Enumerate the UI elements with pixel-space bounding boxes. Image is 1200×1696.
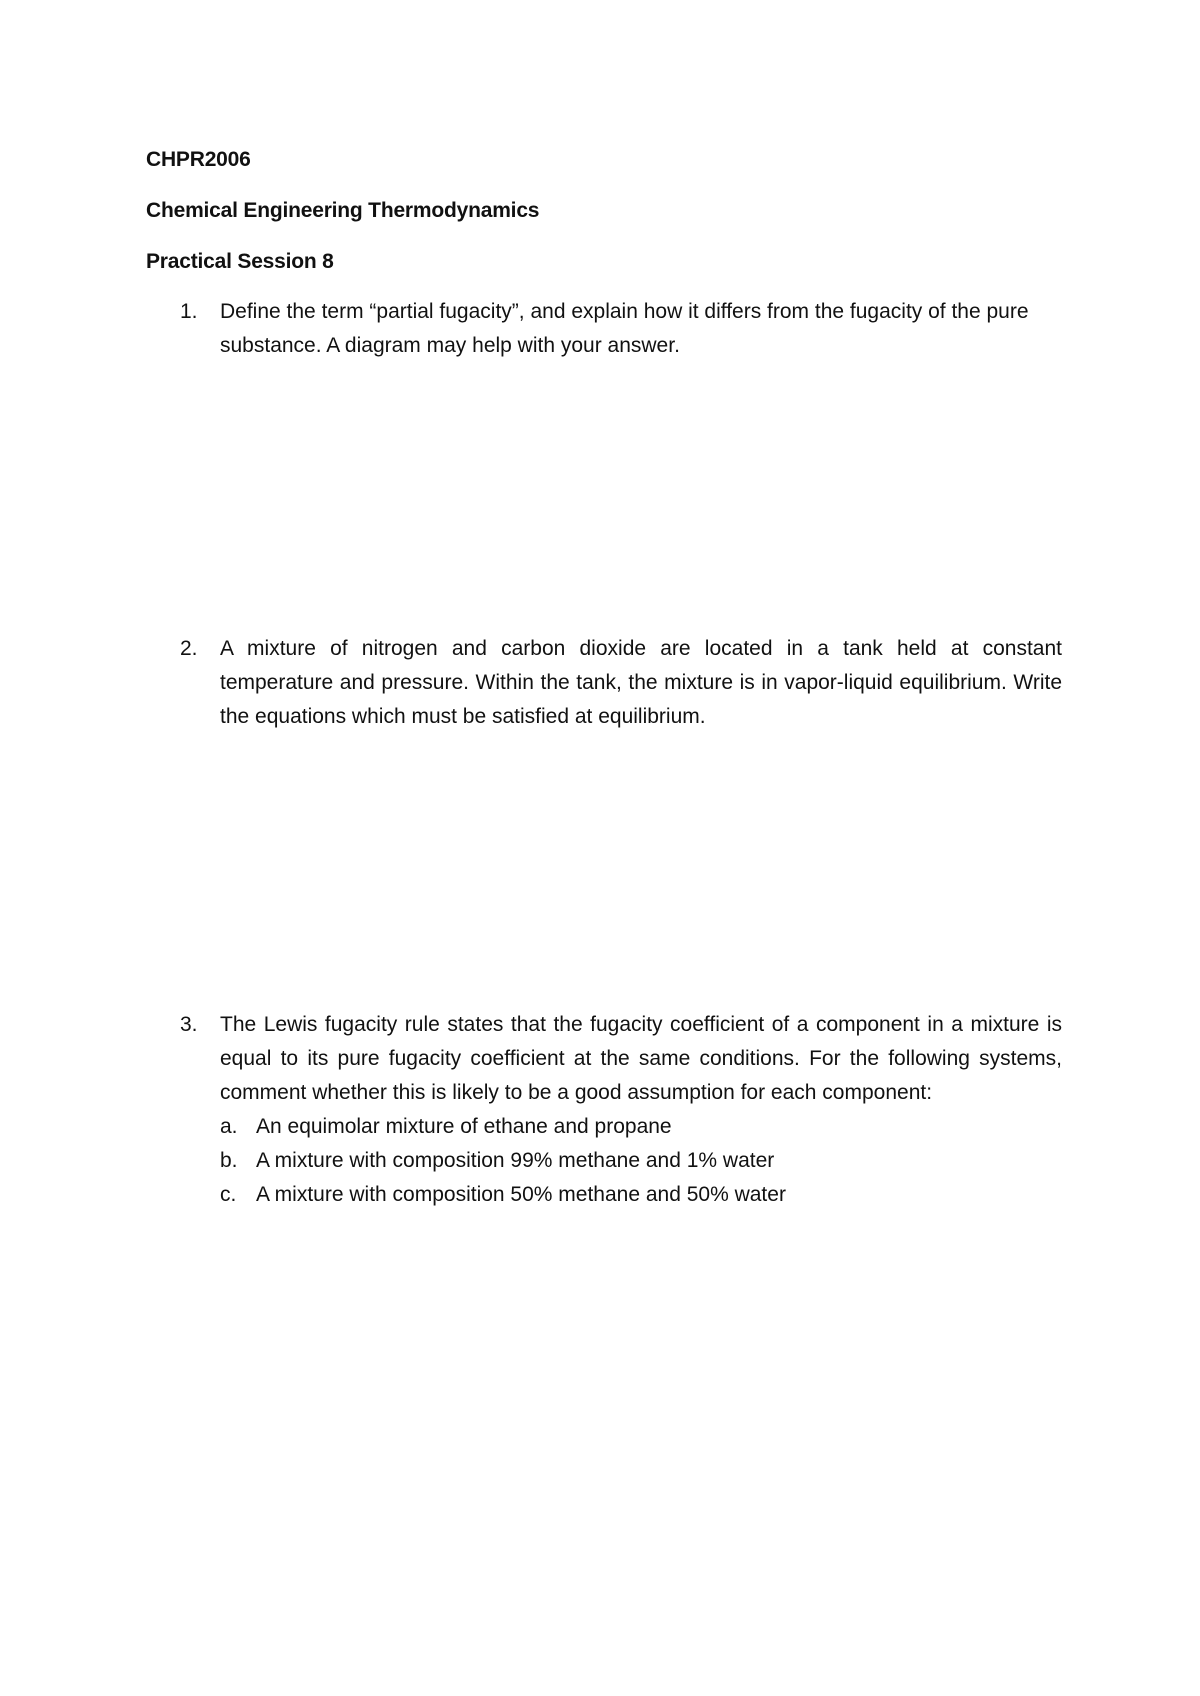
question-2 <box>180 632 1062 734</box>
question-number: 1. <box>180 300 198 323</box>
question-1 <box>180 295 1062 363</box>
question-text: A mixture of nitrogen and carbon dioxide are located in a tank held at constant temperature and pressure. Within the tank, the mixture is in vapor-liquid equilibrium. Write the equations which must be satisfied at equilibrium. <box>220 637 1062 728</box>
subitem-letter: a. <box>220 1115 238 1138</box>
question-text: Define the term “partial fugacity”, and explain how it differs from the fugacity of the pure substance. A diagram may help with your answer. <box>220 300 1029 357</box>
subitem-text: A mixture with composition 99% methane and 1% water <box>256 1149 775 1172</box>
question-number: 2. <box>180 637 198 660</box>
question-text: The Lewis fugacity rule states that the fugacity coefficient of a component in a mixture is equal to its pure fugacity coefficient at the same conditions. For the following systems, comment whether this is likely to be a good assumption for each component: <box>220 1013 1062 1104</box>
question-number: 3. <box>180 1013 198 1036</box>
session-title: Practical Session 8 <box>146 250 334 273</box>
list-item <box>220 1178 1062 1212</box>
subitem-text: A mixture with composition 50% methane and 50% water <box>256 1183 786 1206</box>
subitem-letter: b. <box>220 1149 238 1172</box>
question-3 <box>180 1008 1062 1212</box>
list-item <box>220 1110 1062 1144</box>
subitem-text: An equimolar mixture of ethane and propane <box>256 1115 672 1138</box>
subitem-letter: c. <box>220 1183 237 1206</box>
list-item <box>220 1144 1062 1178</box>
course-title: Chemical Engineering Thermodynamics <box>146 199 540 222</box>
subitem-list <box>220 1110 1062 1212</box>
course-code: CHPR2006 <box>146 148 251 171</box>
